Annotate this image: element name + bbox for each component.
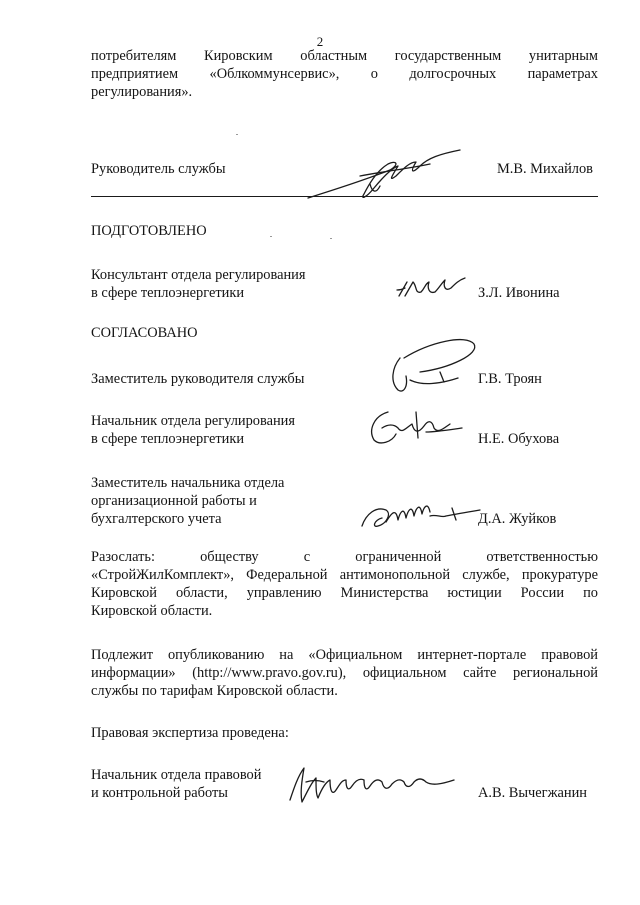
legal-review-signature xyxy=(282,760,472,810)
publication-paragraph xyxy=(91,646,598,700)
legal-review-position-line-2: и контрольной работы xyxy=(91,785,228,801)
agreed-signer-3-position-line-2: организационной работы и xyxy=(91,493,257,509)
agreed-heading: СОГЛАСОВАНО xyxy=(91,325,198,341)
prepared-position-line-1: Консультант отдела регулирования xyxy=(91,267,306,283)
agreed-signer-2-position-line-1: Начальник отдела регулирования xyxy=(91,413,296,429)
distribution-line-4: Кировской области. xyxy=(91,603,213,619)
head-title: Руководитель службы xyxy=(91,161,226,177)
agreed-signer-2-position-line-2: в сфере теплоэнергетики xyxy=(91,431,245,447)
prepared-position xyxy=(91,266,306,302)
legal-review-position-line-1: Начальник отдела правовой xyxy=(91,767,262,783)
agreed-signer-1-name: Г.В. Троян xyxy=(478,371,542,387)
agreed-signer-1-signature xyxy=(370,328,490,398)
agreed-signer-1-position xyxy=(91,370,304,388)
prepared-signature xyxy=(395,274,475,304)
horizontal-rule xyxy=(91,196,598,197)
agreed-signer-1-position-line-1: Заместитель руководителя службы xyxy=(91,371,305,387)
scan-speck xyxy=(236,134,238,135)
agreed-signer-3-name: Д.А. Жуйков xyxy=(478,511,557,527)
distribution-line-2: «СтройЖилКомплект», Федеральной антимонопольной службе, прокуратуре xyxy=(91,567,598,583)
prepared-position-line-2: в сфере теплоэнергетики xyxy=(91,285,245,301)
legal-review-name: А.В. Вычегжанин xyxy=(478,785,588,801)
legal-review-text: Правовая экспертиза проведена: xyxy=(91,725,289,741)
agreed-signer-3-position xyxy=(91,474,284,528)
prepared-name: З.Л. Ивонина xyxy=(478,285,560,301)
distribution-paragraph xyxy=(91,548,598,620)
scan-speck xyxy=(330,238,332,239)
intro-line-2: предприятием «Облкоммунсервис», о долгосрочных параметрах xyxy=(91,66,598,82)
head-name: М.В. Михайлов xyxy=(497,161,593,177)
distribution-line-3: Кировской области, управлению Министерства юстиции России по xyxy=(91,585,598,601)
agreed-signer-2-signature xyxy=(362,398,472,454)
prepared-heading: ПОДГОТОВЛЕНО xyxy=(91,223,207,239)
agreed-signer-3-signature xyxy=(356,492,486,536)
intro-line-1: потребителям Кировским областным государственным унитарным xyxy=(91,48,598,64)
distribution-line-1: Разослать: обществу с ограниченной ответственностью xyxy=(91,549,598,565)
agreed-signer-2-name: Н.Е. Обухова xyxy=(478,431,560,447)
legal-review-position xyxy=(91,766,261,802)
page-number: 2 xyxy=(316,34,324,49)
publication-line-2: информации» (http://www.pravo.gov.ru), официальном сайте региональной xyxy=(91,665,598,681)
publication-line-3: службы по тарифам Кировской области. xyxy=(91,683,338,699)
scan-speck xyxy=(270,236,272,237)
agreed-signer-2-position xyxy=(91,412,295,448)
intro-line-3: регулирования». xyxy=(91,84,193,100)
agreed-signer-3-position-line-3: бухгалтерского учета xyxy=(91,511,222,527)
intro-paragraph xyxy=(91,47,598,101)
publication-line-1: Подлежит опубликованию на «Официальном интернет-портале правовой xyxy=(91,647,598,663)
head-signature xyxy=(300,142,470,212)
agreed-signer-3-position-line-1: Заместитель начальника отдела xyxy=(91,475,285,491)
